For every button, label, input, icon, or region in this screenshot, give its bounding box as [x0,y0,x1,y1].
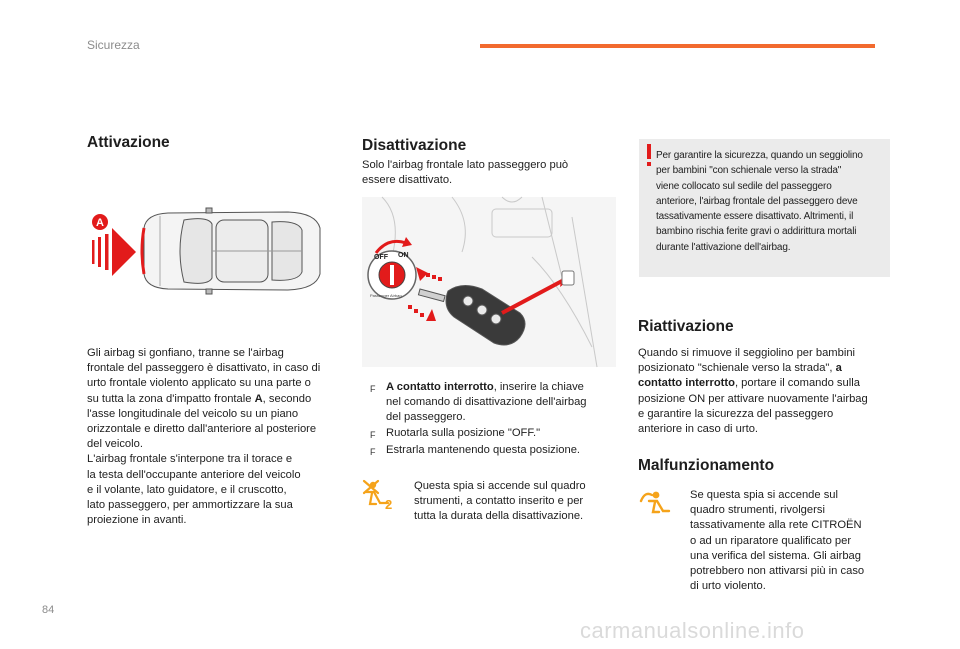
page-number: 84 [42,604,55,616]
riattivazione-title: Riattivazione [638,318,734,335]
list-item: F A contatto interrotto, inserire la chiave nel comando di disattivazione dell'airbag del passeggero. [370,381,587,424]
svg-text:Passenger Airbag: Passenger Airbag [370,293,402,298]
riattivazione-text: Quando si rimuove il seggiolino per bambini posizionato "schienale verso la strada", a contatto interrotto, portare il comando sulla posizione ON per attivare nuovamente l'airbag e garantire la sicurezza del passeggero anteriore in caso di urto. [638,347,868,436]
airbag-switch-icon [368,251,416,299]
car-impact-figure [88,206,328,296]
malfunzionamento-title: Malfunzionamento [638,457,775,474]
warning-icon [644,144,654,168]
list-item: F Estrarla mantenendo questa posizione. [370,443,581,457]
indicator-description: Questa spia si accende sul quadro strumenti, a contatto inserito e per tutta la durata della disattivazione. [414,480,586,523]
car-top-view-icon [142,208,320,294]
airbag-switch-figure [362,197,616,367]
airbag-off-indicator-icon [362,479,398,511]
disattivazione-steps [370,380,610,460]
svg-text:OFF: OFF [374,254,388,261]
airbag-fault-indicator-icon [639,489,671,517]
svg-text:2: 2 [385,497,393,512]
section-accent-bar [480,44,875,48]
svg-text:A: A [96,217,104,229]
malfunzionamento-text: Se questa spia si accende sul quadro strumenti, rivolgersi tassativamente alla rete CITROËN o ad un riparatore qualificato per una verifica del sistema. Gli airbag potrebbero non attivarsi più in caso di urto violento. [690,489,865,593]
svg-text:ON: ON [398,252,409,259]
attivazione-text: Gli airbag si gonfiano, tranne se l'airbag frontale del passeggero è disattivato, in caso di urto frontale violento applicato su una parte o su tutta la zona d'impatto frontale A, secondo l'asse longitudinale del veicolo su un piano orizzontale e diretto dall'anteriore al posteriore del veicolo. L'airbag frontale s'interpone tra il torace e la testa dell'occupante anteriore del veicolo e il volante, lato guidatore, e il cruscotto, lato passeggero, per ammortizzare la sua proiezione in avanti. [87,347,321,527]
attivazione-title: Attivazione [87,134,170,151]
section-header: Sicurezza [87,38,140,52]
list-item: F Ruotarla sulla posizione "OFF." [370,426,541,440]
figure-label-a [92,214,108,230]
disattivazione-title: Disattivazione [362,137,467,154]
warning-text: Per garantire la sicurezza, quando un seggiolino per bambini "con schienale verso la strada" viene collocato sul sedile del passeggero anteriore, l'airbag frontale del passeggero deve tassativamente essere disattivato. Altrimenti, il bambino rischia ferite gravi o addirittura mortali durante l'attivazione dell'airbag. [656,150,863,253]
disattivazione-intro: Solo l'airbag frontale lato passeggero può essere disattivato. [362,159,569,187]
watermark: carmanualsonline.info [580,618,805,643]
impact-arrow-icon [92,228,136,276]
